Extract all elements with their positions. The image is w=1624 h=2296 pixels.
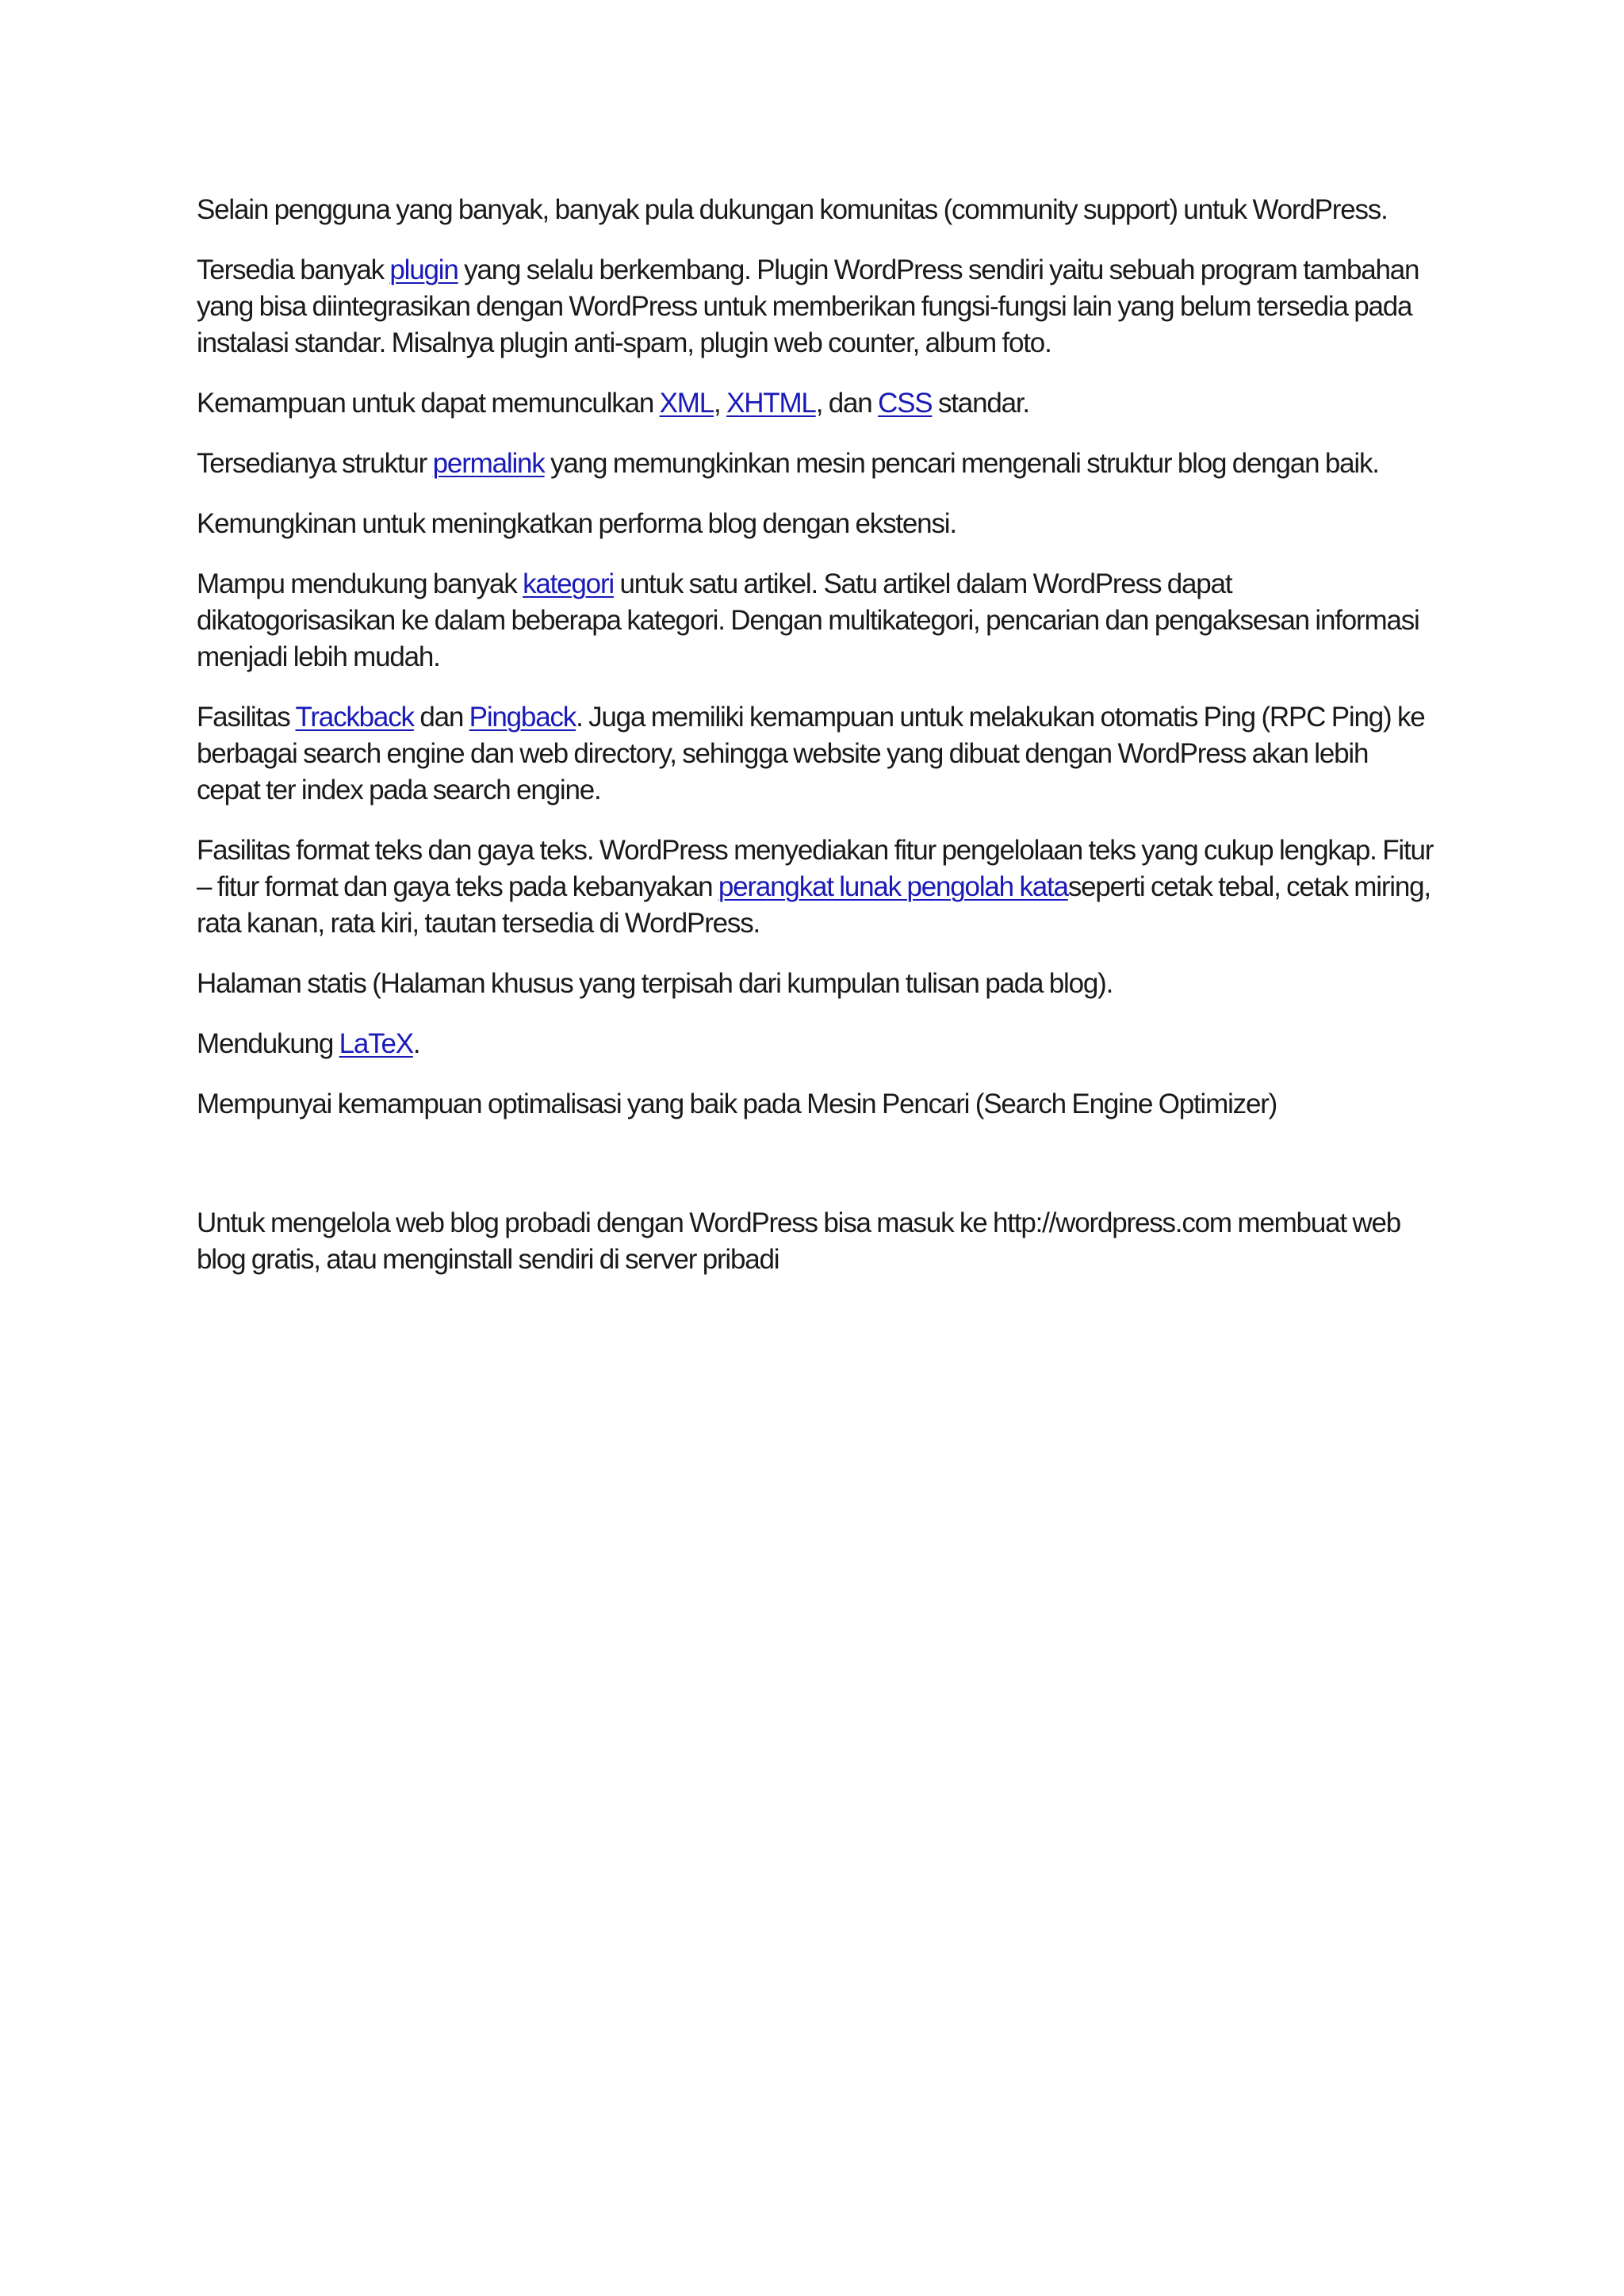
paragraph-text: Mampu mendukung banyak — [197, 568, 523, 599]
link-trackback[interactable]: Trackback — [295, 702, 414, 733]
paragraph-community-support — [197, 192, 1434, 228]
document-body — [197, 192, 1434, 1302]
paragraph-text: Kemungkinan untuk meningkatkan performa blog dengan ekstensi. — [197, 508, 956, 539]
paragraph-xml-xhtml-css — [197, 385, 1434, 422]
link-perangkat-lunak-pengolah-kata[interactable]: perangkat lunak pengolah kata — [718, 871, 1068, 902]
paragraph-text: Fasilitas format teks dan gaya teks. WordPress menyediakan fitur pengelolaan teks yang cukup lengkap. Fitur – fitur format dan gaya teks pada kebanyakan — [197, 835, 1434, 902]
paragraph-text: yang memungkinkan mesin pencari mengenali struktur blog dengan baik. — [544, 448, 1379, 479]
paragraph-seo — [197, 1086, 1434, 1123]
paragraph-trackback-pingback — [197, 699, 1434, 809]
paragraph-text: yang selalu berkembang. Plugin WordPress sendiri yaitu sebuah program tambahan yang bisa diintegrasikan dengan WordPress untuk memberikan fungsi-fungsi lain yang belum tersedia pada instalasi standar. Misalnya plugin anti-spam, plugin web counter, album foto. — [197, 254, 1419, 358]
paragraph-text: . Juga memiliki kemampuan untuk melakukan otomatis Ping (RPC Ping) ke berbagai search engine dan web directory, sehingga website yang dibuat dengan WordPress akan lebih cepat ter index pada search engine. — [197, 702, 1425, 806]
paragraph-text: Tersedianya struktur — [197, 448, 433, 479]
link-xml[interactable]: XML — [659, 388, 714, 419]
paragraph-mengelola — [197, 1205, 1434, 1278]
paragraph-text: untuk satu artikel. Satu artikel dalam WordPress dapat dikatogorisasikan ke dalam beberapa kategori. Dengan multikategori, pencarian dan pengaksesan informasi menjadi lebih mudah. — [197, 568, 1419, 672]
link-css[interactable]: CSS — [878, 388, 933, 419]
paragraph-ekstensi — [197, 506, 1434, 542]
paragraph-text: Tersedia banyak — [197, 254, 390, 285]
paragraph-plugin — [197, 252, 1434, 362]
link-kategori[interactable]: kategori — [523, 568, 614, 599]
paragraph-text: Untuk mengelola web blog probadi dengan WordPress bisa masuk ke http://wordpress.com membuat web blog gratis, atau menginstall sendiri di server pribadi — [197, 1207, 1401, 1275]
paragraph-kategori — [197, 566, 1434, 675]
paragraph-text: , dan — [815, 388, 879, 419]
paragraph-permalink — [197, 446, 1434, 482]
paragraph-text: Selain pengguna yang banyak, banyak pula dukungan komunitas (community support) untuk WordPress. — [197, 194, 1388, 225]
link-xhtml[interactable]: XHTML — [726, 388, 816, 419]
paragraph-text: Mempunyai kemampuan optimalisasi yang baik pada Mesin Pencari (Search Engine Optimizer) — [197, 1089, 1277, 1119]
paragraph-format-teks — [197, 832, 1434, 942]
paragraph-text: Mendukung — [197, 1028, 339, 1059]
paragraph-latex — [197, 1026, 1434, 1062]
link-plugin[interactable]: plugin — [389, 254, 458, 285]
paragraph-text: standar. — [932, 388, 1029, 419]
paragraph-text: dan — [413, 702, 469, 733]
link-permalink[interactable]: permalink — [432, 448, 545, 479]
paragraph-text: . — [412, 1028, 420, 1059]
paragraph-text: Kemampuan untuk dapat memunculkan — [197, 388, 660, 419]
paragraph-text: , — [714, 388, 727, 419]
link-pingback[interactable]: Pingback — [469, 702, 576, 733]
paragraph-text: seperti cetak tebal, cetak miring, rata kanan, rata kiri, tautan tersedia di WordPress. — [197, 871, 1431, 939]
paragraph-text: Fasilitas — [197, 702, 296, 733]
link-latex[interactable]: LaTeX — [339, 1028, 413, 1059]
paragraph-halaman-statis — [197, 966, 1434, 1002]
paragraph-text: Halaman statis (Halaman khusus yang terpisah dari kumpulan tulisan pada blog). — [197, 968, 1113, 999]
